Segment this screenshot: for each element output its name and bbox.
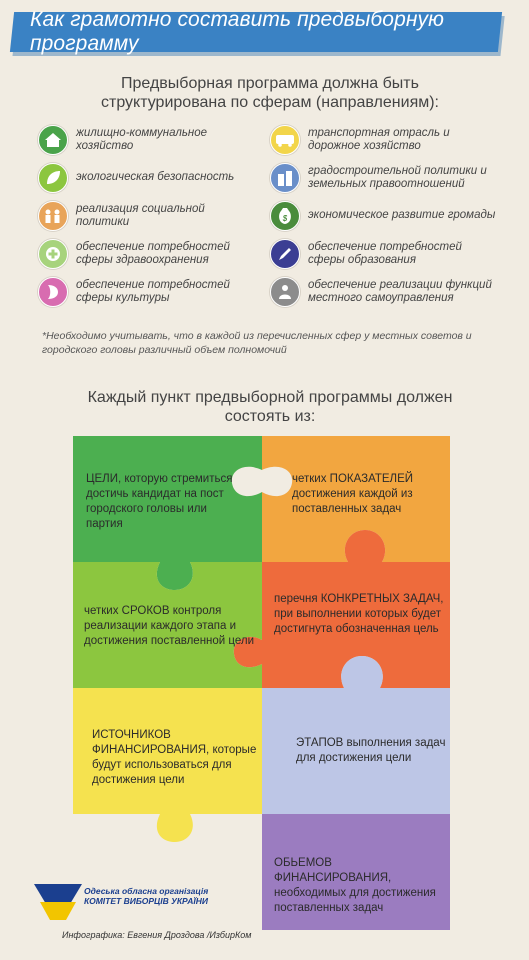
- footnote: *Необходимо учитывать, что в каждой из перечисленных сфер у местных советов и городского головы различный объем полномочий: [42, 330, 472, 356]
- sphere-label: жилищно-коммунальное хозяйство: [76, 126, 207, 152]
- sphere-label: реализация социальной политики: [76, 202, 205, 228]
- svg-text:$: $: [282, 214, 288, 223]
- piece-text-volumes: ОБЬЕМОВ ФИНАНСИРОВАНИЯ, необходимых для достижения поставленных задач: [274, 857, 436, 914]
- logo-caption: [84, 886, 264, 906]
- piece-text-tasks: перечня КОНКРЕТНЫХ ЗАДАЧ, при выполнении которых будет достигнута обозначенная цель: [274, 593, 444, 635]
- sphere-label: обеспечение реализации функций местного самоуправления: [308, 278, 492, 304]
- piece-text-sources: ИСТОЧНИКОВ ФИНАНСИРОВАНИЯ, которые будут использоваться для достижения цели: [92, 729, 257, 786]
- piece-text-indicators: четких ПОКАЗАТЕЛЕЙ достижения каждой из поставленных задач: [292, 473, 414, 515]
- sphere-label: обеспечение потребностей сферы здравоохранения: [76, 240, 230, 266]
- logo-line2: КОМІТЕТ ВИБОРЦІВ УКРАЇНИ: [84, 896, 208, 906]
- page-title: Как грамотно составить предвыборную программу: [30, 8, 445, 55]
- sphere-label: экологическая безопасность: [76, 171, 235, 184]
- sphere-label: обеспечение потребностей сферы образования: [308, 240, 462, 266]
- sphere-label: транспортная отрасль и дорожное хозяйство: [308, 126, 450, 152]
- piece-text-stages: ЭТАПОВ выполнения задач для достижения цели: [296, 737, 446, 764]
- logo-line1: Одеська обласна організація: [84, 886, 209, 896]
- sphere-label: экономическое развитие громады: [308, 209, 496, 222]
- piece-text-goal: ЦЕЛИ, которую стремиться достичь кандидат на пост городского головы или партия: [86, 473, 233, 530]
- sphere-label: градостроительной политики и земельных правоотношений: [308, 164, 487, 190]
- subtitle: Предвыборная программа должна быть структурирована по сферам (направлениям):: [101, 75, 439, 111]
- kvu-logo: [30, 880, 86, 929]
- subtitle-requirements: Каждый пункт предвыборной программы должен состоять из:: [87, 389, 453, 425]
- sphere-label: обеспечение потребностей сферы культуры: [76, 278, 230, 304]
- piece-text-terms: четких СРОКОВ контроля реализации каждого этапа и достижения поставленной цели: [84, 605, 255, 647]
- credit-text: Инфографика: Евгения Дроздова /ИзбирКом: [62, 930, 252, 940]
